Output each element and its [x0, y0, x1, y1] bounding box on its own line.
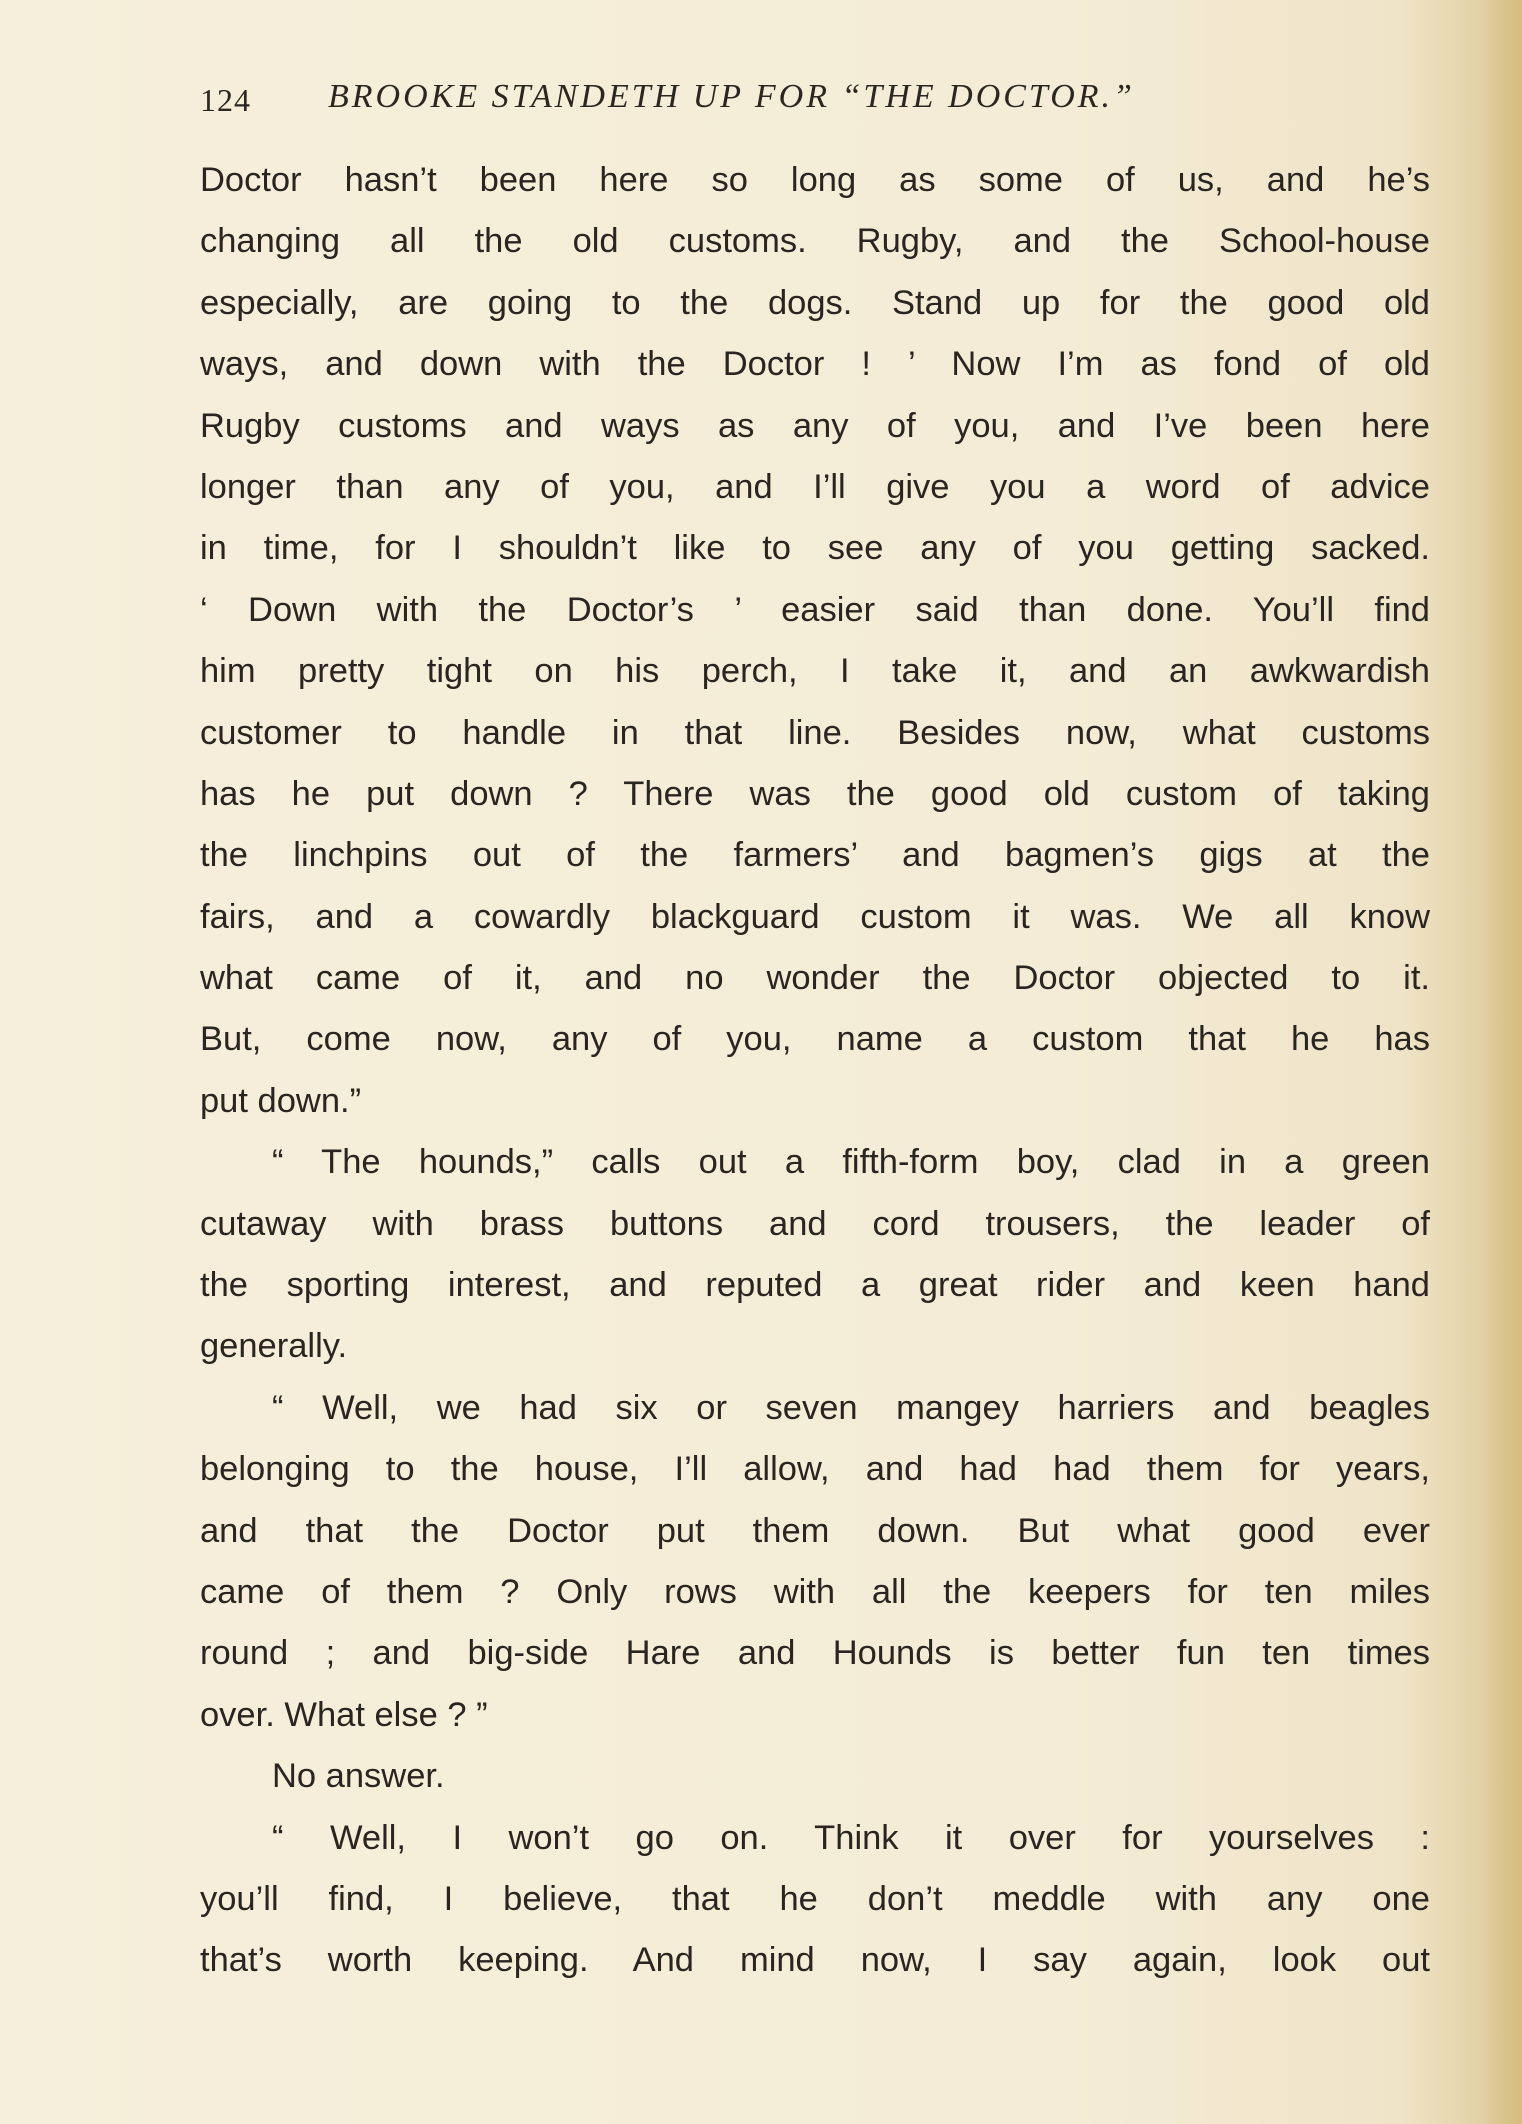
- text-line: ‘ Down with the Doctor’s ’ easier said than done. You’ll find: [200, 590, 1430, 629]
- text-line: fairs, and a cowardly blackguard custom it was. We all know: [200, 897, 1430, 936]
- text-line: cutaway with brass buttons and cord trousers, the leader of: [200, 1204, 1430, 1243]
- text-line: round ; and big-side Hare and Hounds is better fun ten times: [200, 1634, 1430, 1673]
- text-line: and that the Doctor put them down. But what good ever: [200, 1511, 1430, 1550]
- text-line: in time, for I shouldn’t like to see any of you getting sacked.: [200, 529, 1430, 568]
- text-line: But, come now, any of you, name a custom that he has: [200, 1020, 1430, 1059]
- running-head: [200, 78, 1440, 128]
- body-text: [200, 150, 1430, 1992]
- text-line: “ Well, I won’t go on. Think it over for yourselves :: [272, 1818, 1430, 1857]
- text-line: customer to handle in that line. Besides now, what customs: [200, 713, 1430, 752]
- text-line: has he put down ? There was the good old custom of taking: [200, 774, 1430, 813]
- text-line: ways, and down with the Doctor ! ’ Now I’m as fond of old: [200, 345, 1430, 384]
- text-line: No answer.: [272, 1757, 445, 1796]
- text-line: “ Well, we had six or seven mangey harriers and beagles: [272, 1388, 1430, 1427]
- text-line: belonging to the house, I’ll allow, and had had them for years,: [200, 1450, 1430, 1489]
- text-line: put down.”: [200, 1081, 362, 1120]
- text-line: the linchpins out of the farmers’ and bagmen’s gigs at the: [200, 836, 1430, 875]
- text-line: changing all the old customs. Rugby, and the School-house: [200, 222, 1430, 261]
- text-line: “ The hounds,” calls out a fifth-form boy, clad in a green: [272, 1143, 1430, 1182]
- text-line: that’s worth keeping. And mind now, I say again, look out: [200, 1941, 1430, 1980]
- text-line: over. What else ? ”: [200, 1695, 488, 1734]
- text-line: came of them ? Only rows with all the keepers for ten miles: [200, 1572, 1430, 1611]
- text-line: the sporting interest, and reputed a great rider and keen hand: [200, 1266, 1430, 1305]
- text-line: Doctor hasn’t been here so long as some of us, and he’s: [200, 161, 1430, 199]
- text-line: Rugby customs and ways as any of you, and I’ve been here: [200, 406, 1430, 445]
- text-line: longer than any of you, and I’ll give you a word of advice: [200, 467, 1430, 506]
- text-line: especially, are going to the dogs. Stand up for the good old: [200, 283, 1430, 322]
- text-line: generally.: [200, 1327, 348, 1366]
- text-line: him pretty tight on his perch, I take it, and an awkwardish: [200, 652, 1430, 691]
- text-line: you’ll find, I believe, that he don’t meddle with any one: [200, 1879, 1430, 1918]
- page-number: 124: [200, 82, 251, 118]
- running-title: BROOKE STANDETH UP FOR “THE DOCTOR.”: [328, 78, 1135, 115]
- page-edge-shading: [1482, 0, 1522, 2124]
- text-line: what came of it, and no wonder the Doctor objected to it.: [200, 959, 1430, 998]
